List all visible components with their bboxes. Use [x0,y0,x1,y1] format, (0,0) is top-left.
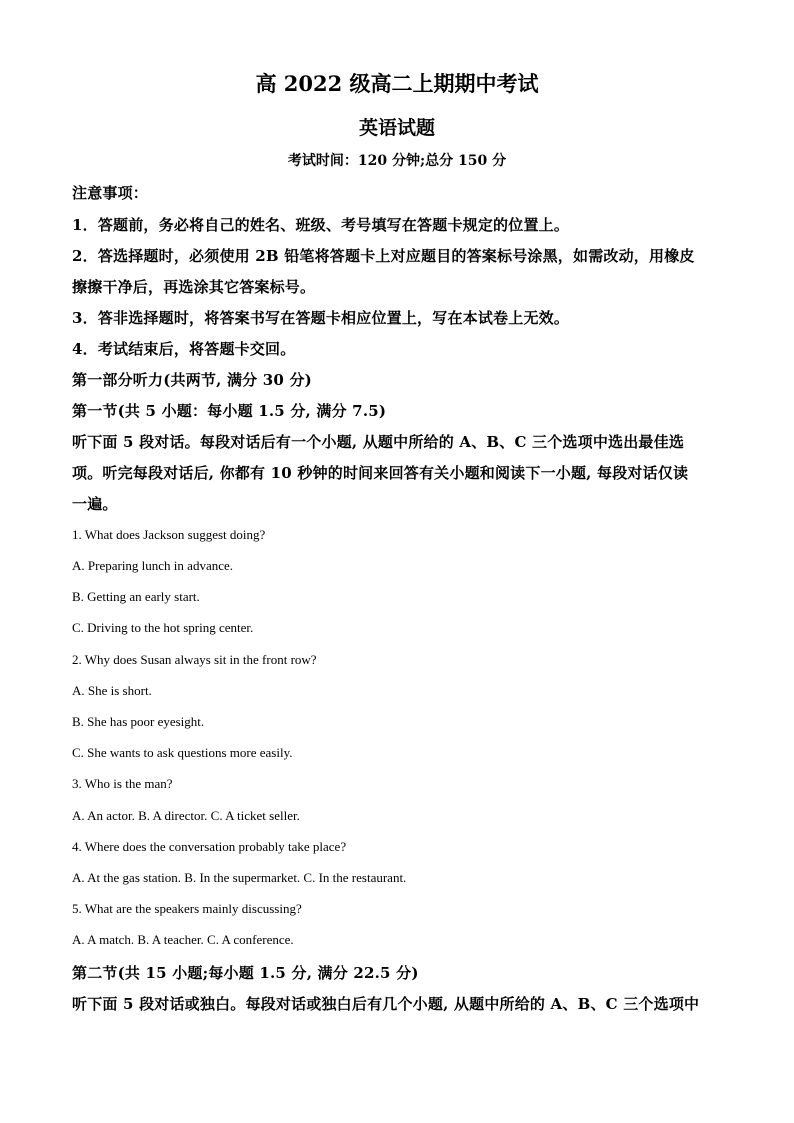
notice-item: 4．考试结束后，将答题卡交回。 [72,340,296,358]
section2-instructions: 听下面 5 段对话或独白。每段对话或独白后有几个小题, 从题中所给的 A、B、C 三个选项中 [72,995,700,1013]
exam-time-info: 考试时间：120 分钟;总分 150 分 [287,153,507,169]
notice-item: 1．答题前，务必将自己的姓名、班级、考号填写在答题卡规定的位置上。 [72,216,570,234]
notice-item: 2．答选择题时，必须使用 2B 铅笔将答题卡上对应题目的答案标号涂黑，如需改动，用橡皮 [72,247,695,265]
section1-instructions: 项。听完每段对话后, 你都有 10 秒钟的时间来回答有关小题和阅读下一小题, 每段对话仅读 [72,464,689,482]
question-line: A. At the gas station. B. In the supermarket. C. In the restaurant. [72,870,407,885]
question-line: 1. What does Jackson suggest doing? [72,527,266,542]
section1-instructions: 听下面 5 段对话。每段对话后有一个小题, 从题中所给的 A、B、C 三个选项中选出最佳选 [72,433,685,451]
question-line: C. She wants to ask questions more easily. [72,745,293,760]
notice-heading: 注意事项： [72,184,149,202]
question-line: 2. Why does Susan always sit in the front row? [72,652,317,667]
question-line: B. She has poor eyesight. [72,714,205,729]
part1-heading: 第一部分听力(共两节, 满分 30 分) [72,371,312,389]
exam-subtitle: 英语试题 [358,117,435,139]
question-line: 4. Where does the conversation probably take place? [72,839,347,854]
question-line: B. Getting an early start. [72,589,200,604]
question-line: A. Preparing lunch in advance. [72,558,234,573]
question-line: 5. What are the speakers mainly discussing? [72,901,302,916]
section1-heading: 第一节(共 5 小题：每小题 1.5 分, 满分 7.5) [72,402,387,420]
section1-instructions: 一遍。 [72,495,118,513]
notice-item: 擦擦干净后，再选涂其它答案标号。 [72,278,316,296]
section2-heading: 第二节(共 15 小题;每小题 1.5 分, 满分 22.5 分) [72,964,419,982]
question-line: C. Driving to the hot spring center. [72,620,254,635]
question-line: A. She is short. [72,683,152,698]
question-line: 3. Who is the man? [72,776,173,791]
question-line: A. A match. B. A teacher. C. A conference. [72,932,294,947]
notice-item: 3．答非选择题时，将答案书写在答题卡相应位置上，写在本试卷上无效。 [72,309,570,327]
exam-title: 高 2022 级高二上期期中考试 [255,71,539,96]
question-line: A. An actor. B. A director. C. A ticket seller. [72,808,300,823]
